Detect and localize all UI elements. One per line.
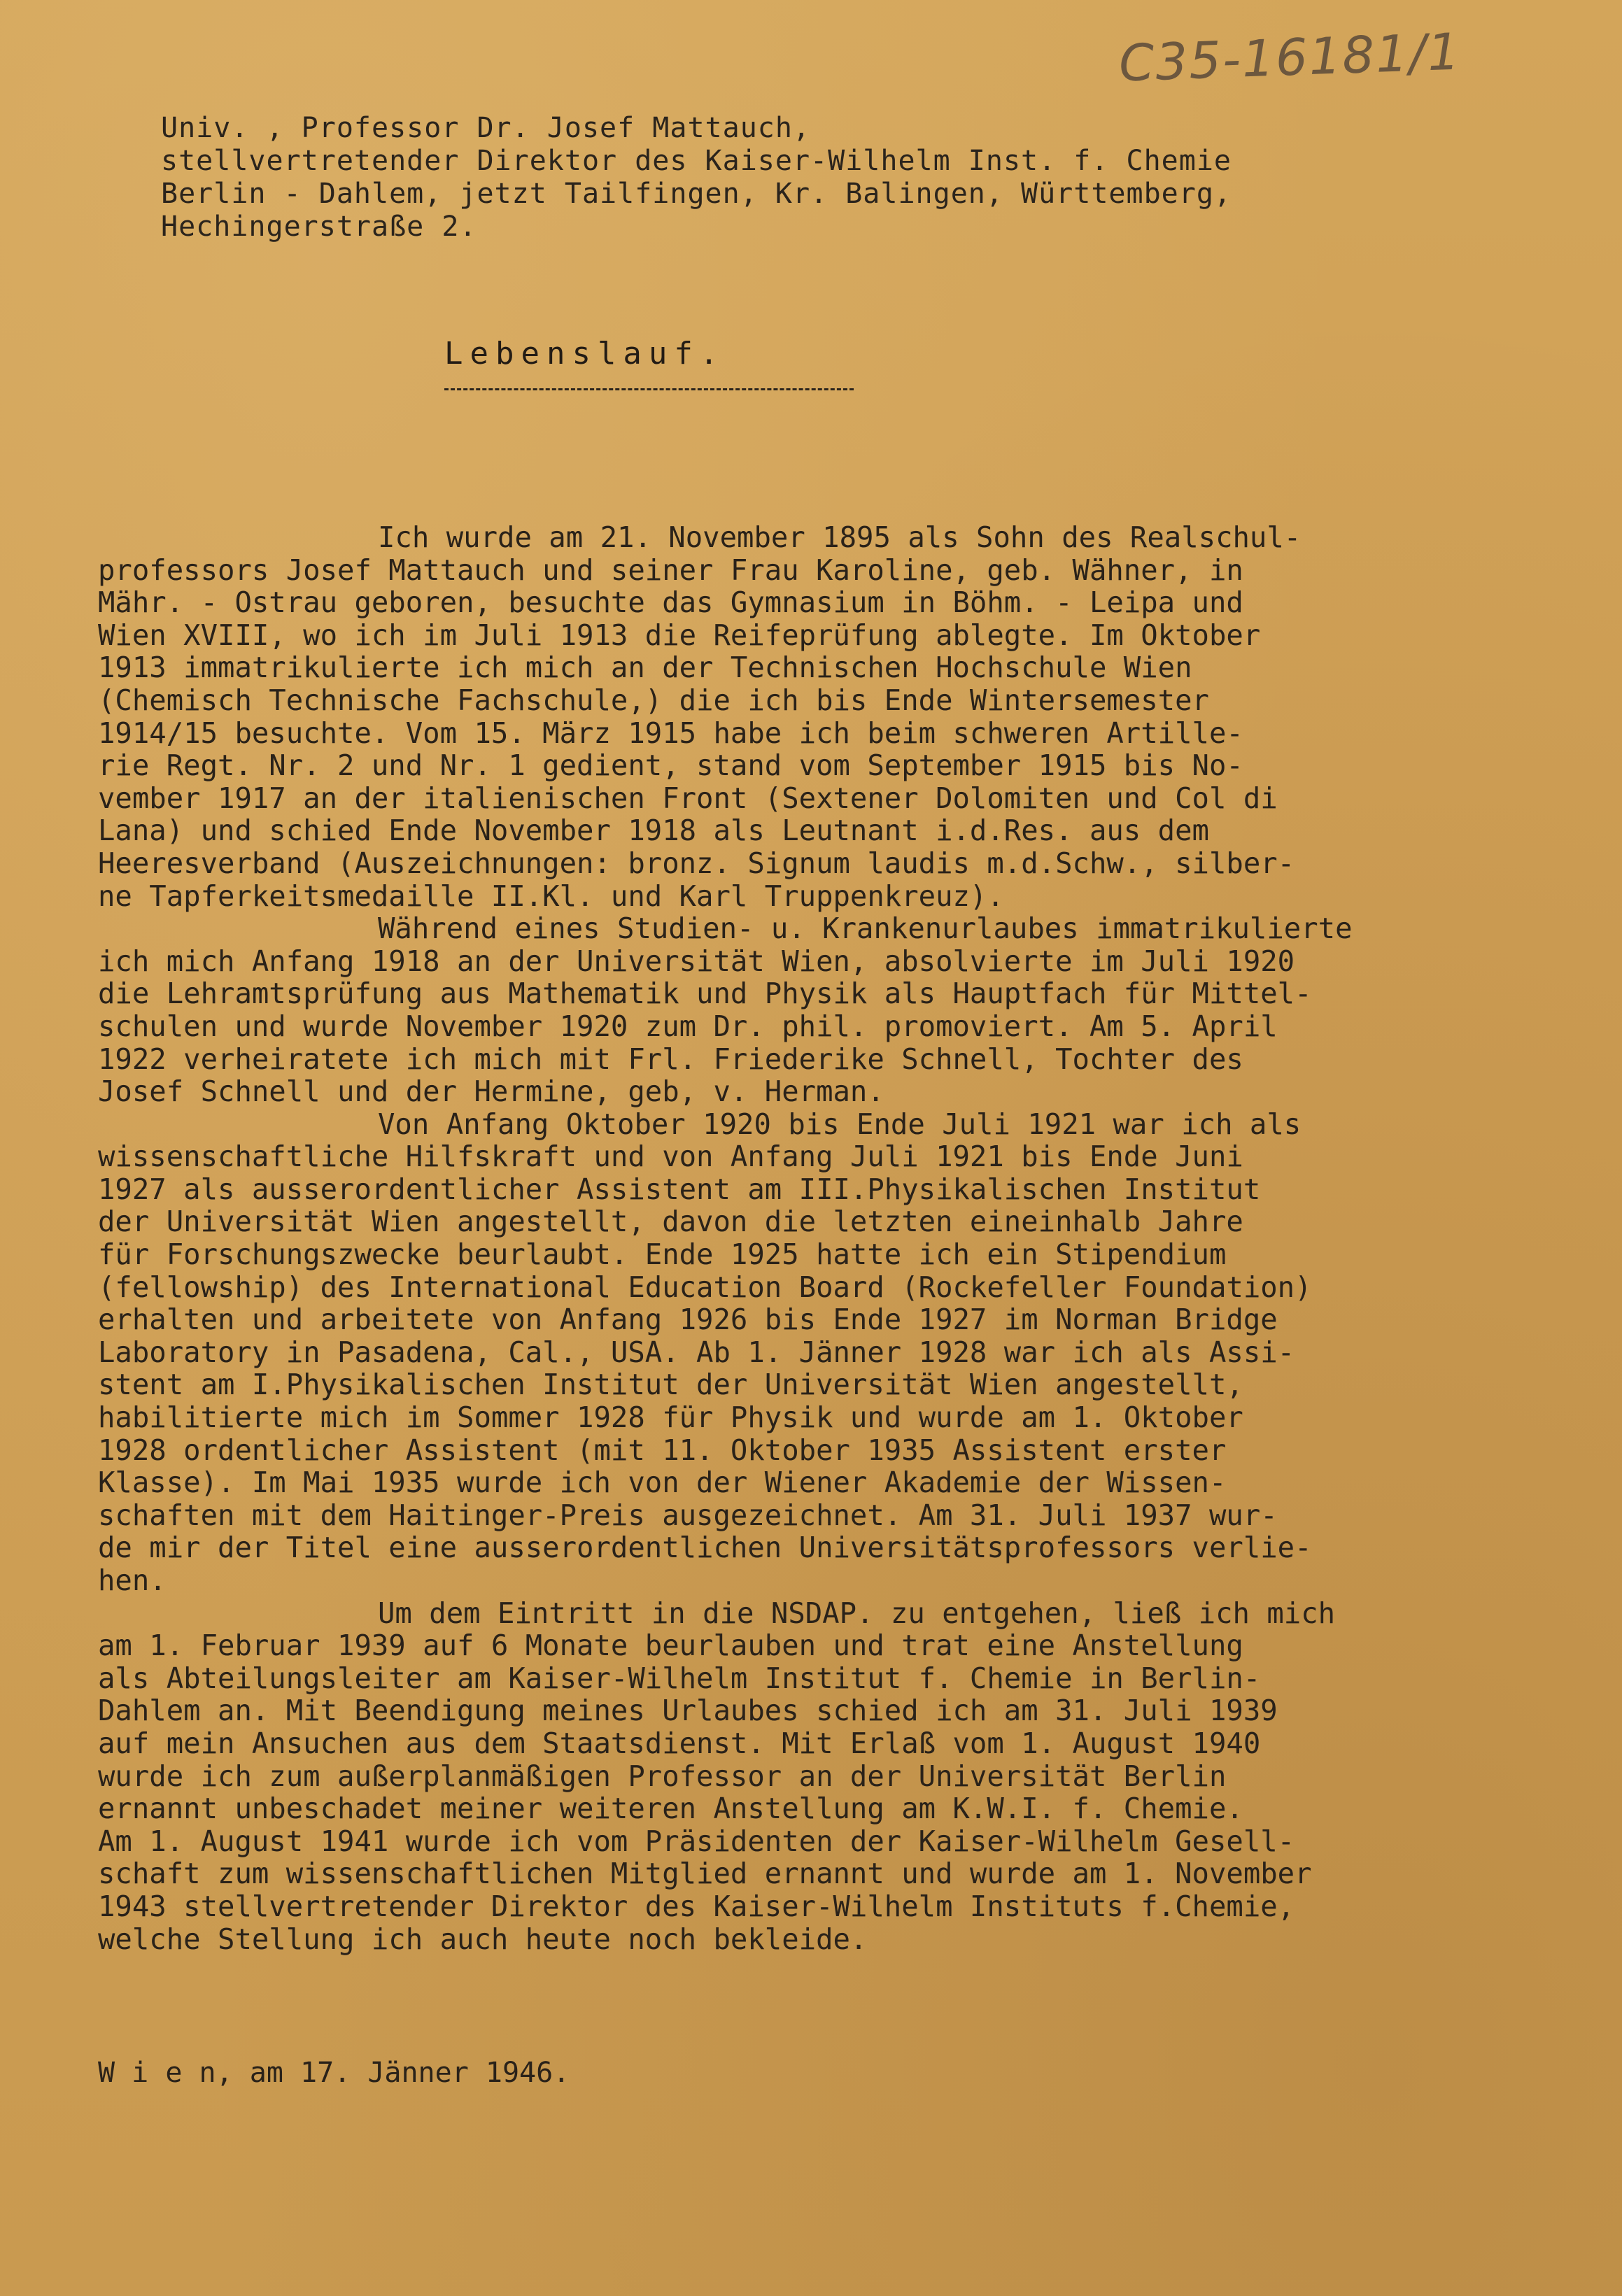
body-line: für Forschungszwecke beurlaubt. Ende 1925 hatte ich ein Stipendium: [98, 1238, 1227, 1272]
body-line: Um dem Eintritt in die NSDAP. zu entgehen, ließ ich mich: [378, 1596, 1336, 1630]
body-line: Ich wurde am 21. November 1895 als Sohn des Realschul-: [378, 520, 1302, 554]
document-body: [98, 521, 1553, 1955]
body-line: Von Anfang Oktober 1920 bis Ende Juli 1921 war ich als: [378, 1107, 1302, 1141]
body-line: Laboratory in Pasadena, Cal., USA. Ab 1. Jänner 1928 war ich als Assi-: [98, 1335, 1295, 1369]
body-line: auf mein Ansuchen aus dem Staatsdienst. Mit Erlaß vom 1. August 1940: [98, 1726, 1261, 1760]
letter-header: [161, 112, 1490, 243]
body-line: am 1. Februar 1939 auf 6 Monate beurlauben und trat eine Anstellung: [98, 1629, 1243, 1663]
body-line: habilitierte mich im Sommer 1928 für Physik und wurde am 1. Oktober: [98, 1401, 1243, 1435]
body-line: wissenschaftliche Hilfskraft und von Anfang Juli 1921 bis Ende Juni: [98, 1140, 1243, 1174]
body-line: wurde ich zum außerplanmäßigen Professor an der Universität Berlin: [98, 1759, 1227, 1793]
body-line: Josef Schnell und der Hermine, geb, v. Herman.: [98, 1075, 884, 1109]
body-line: Während eines Studien- u. Krankenurlaubes immatrikulierte: [378, 912, 1353, 946]
body-line: professors Josef Mattauch und seiner Frau Karoline, geb. Wähner, in: [98, 553, 1243, 587]
body-line: der Universität Wien angestellt, davon die letzten eineinhalb Jahre: [98, 1205, 1243, 1239]
body-line: die Lehramtsprüfung aus Mathematik und Physik als Hauptfach für Mittel-: [98, 977, 1312, 1011]
header-line: stellvertretender Direktor des Kaiser-Wilhelm Inst. f. Chemie: [161, 145, 1232, 177]
body-line: (fellowship) des International Education Board (Rockefeller Foundation): [98, 1270, 1312, 1304]
body-line: Am 1. August 1941 wurde ich vom Präsidenten der Kaiser-Wilhelm Gesell-: [98, 1824, 1295, 1858]
body-line: Lana) und schied Ende November 1918 als Leutnant i.d.Res. aus dem: [98, 814, 1209, 848]
body-line: vember 1917 an der italienischen Front (Sextener Dolomiten und Col di: [98, 781, 1278, 815]
body-line: ne Tapferkeitsmedaille II.Kl. und Karl Truppenkreuz).: [98, 879, 1004, 913]
body-line: 1922 verheiratete ich mich mit Frl. Friederike Schnell, Tochter des: [98, 1042, 1243, 1076]
body-line: schulen und wurde November 1920 zum Dr. phil. promoviert. Am 5. April: [98, 1009, 1278, 1043]
body-line: Dahlem an. Mit Beendigung meines Urlaubes schied ich am 31. Juli 1939: [98, 1694, 1278, 1728]
body-line: als Abteilungsleiter am Kaiser-Wilhelm Institut f. Chemie in Berlin-: [98, 1661, 1261, 1695]
body-line: welche Stellung ich auch heute noch bekleide.: [98, 1922, 868, 1956]
place-and-date: W i e n, am 17. Jänner 1946.: [98, 2057, 570, 2089]
body-line: 1927 als ausserordentlicher Assistent am III.Physikalischen Institut: [98, 1172, 1261, 1206]
body-line: 1913 immatrikulierte ich mich an der Technischen Hochschule Wien: [98, 651, 1192, 685]
body-line: schaft zum wissenschaftlichen Mitglied ernannt und wurde am 1. November: [98, 1857, 1312, 1891]
body-line: 1943 stellvertretender Direktor des Kaiser-Wilhelm Instituts f.Chemie,: [98, 1889, 1295, 1923]
body-line: de mir der Titel eine ausserordentlichen Universitätsprofessors verlie-: [98, 1531, 1312, 1565]
body-line: Heeresverband (Auszeichnungen: bronz. Signum laudis m.d.Schw., silber-: [98, 846, 1295, 880]
body-line: (Chemisch Technische Fachschule,) die ich bis Ende Wintersemester: [98, 683, 1209, 717]
body-line: Mähr. - Ostrau geboren, besuchte das Gymnasium in Böhm. - Leipa und: [98, 586, 1243, 620]
header-line: Berlin - Dahlem, jetzt Tailfingen, Kr. Balingen, Württemberg,: [161, 178, 1232, 210]
document-title: Lebenslauf.: [444, 336, 726, 371]
header-line: Hechingerstraße 2.: [161, 211, 477, 243]
body-line: stent am I.Physikalischen Institut der Universität Wien angestellt,: [98, 1368, 1243, 1402]
archive-reference: C35-16181/1: [1117, 22, 1462, 93]
body-line: rie Regt. Nr. 2 und Nr. 1 gedient, stand vom September 1915 bis No-: [98, 749, 1243, 783]
body-line: erhalten und arbeitete von Anfang 1926 bis Ende 1927 im Norman Bridge: [98, 1303, 1278, 1337]
body-line: Wien XVIII, wo ich im Juli 1913 die Reifeprüfung ablegte. Im Oktober: [98, 618, 1261, 652]
header-line: Univ. , Professor Dr. Josef Mattauch,: [161, 112, 811, 144]
body-line: 1928 ordentlicher Assistent (mit 11. Oktober 1935 Assistent erster: [98, 1433, 1227, 1467]
body-line: hen.: [98, 1564, 167, 1597]
body-line: 1914/15 besuchte. Vom 15. März 1915 habe ich beim schweren Artille-: [98, 716, 1243, 750]
body-line: ernannt unbeschadet meiner weiteren Anstellung am K.W.I. f. Chemie.: [98, 1792, 1243, 1826]
body-line: ich mich Anfang 1918 an der Universität Wien, absolvierte im Juli 1920: [98, 944, 1295, 978]
title-underline: [444, 388, 854, 390]
body-line: Klasse). Im Mai 1935 wurde ich von der Wiener Akademie der Wissen-: [98, 1466, 1227, 1500]
body-line: schaften mit dem Haitinger-Preis ausgezeichnet. Am 31. Juli 1937 wur-: [98, 1498, 1278, 1532]
